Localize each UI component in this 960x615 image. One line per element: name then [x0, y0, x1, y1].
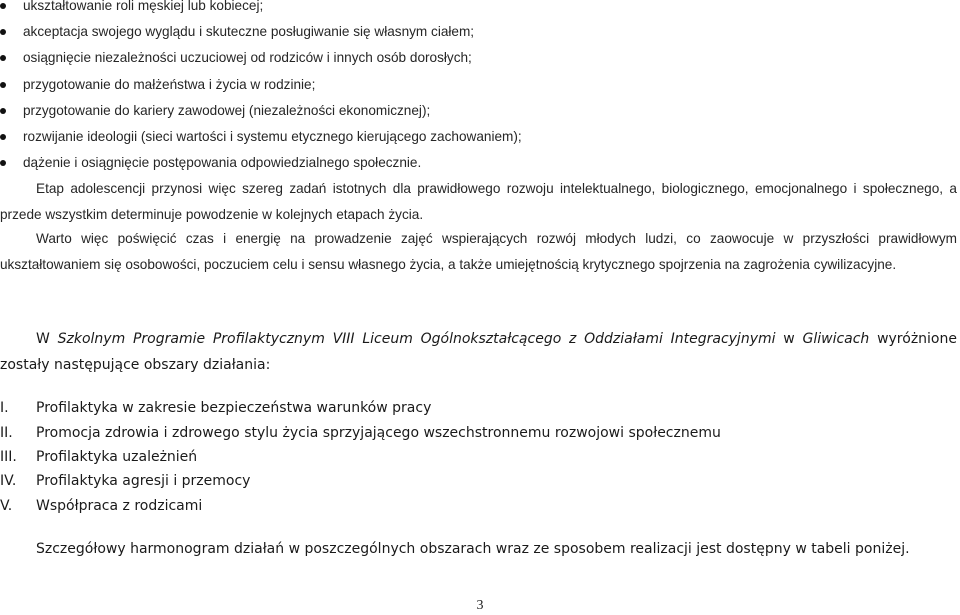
- paragraph-program: [0, 326, 957, 378]
- list-number: I.: [0, 400, 9, 416]
- bullet-text: przygotowanie do małżeństwa i życia w rodzinie;: [23, 77, 316, 92]
- list-text: Współpraca z rodzicami: [36, 498, 203, 514]
- bullet-text: przygotowanie do kariery zawodowej (niezależności ekonomicznej);: [23, 103, 431, 118]
- bullet-text: osiągnięcie niezależności uczuciowej od rodziców i innych osób dorosłych;: [23, 50, 472, 65]
- city-name: Gliwicach: [802, 331, 870, 347]
- program-name: Szkolnym Programie Profilaktycznym VIII Liceum Ogólnokształcącego z Oddziałami Integracyjnymi: [57, 331, 776, 347]
- bullet-dot-icon: [0, 134, 6, 140]
- list-number: V.: [0, 498, 13, 514]
- list-number: IV.: [0, 473, 17, 489]
- paragraph-suffix: wyróżnione zostały następujące obszary działania:: [0, 331, 957, 373]
- list-text: Promocja zdrowia i zdrowego stylu życia sprzyjającego wszechstronnemu rozwojowi społecznemu: [36, 425, 721, 441]
- page-number: 3: [476, 598, 484, 613]
- paragraph-middle: w: [775, 331, 803, 347]
- paragraph-worth: [0, 226, 957, 278]
- paragraph-prefix: W: [36, 331, 58, 347]
- bullet-text: dążenie i osiągnięcie postępowania odpowiedzialnego społecznie.: [23, 155, 422, 170]
- list-text: Profilaktyka uzależnień: [36, 449, 198, 465]
- bullet-dot-icon: [0, 3, 6, 9]
- bullet-dot-icon: [0, 29, 6, 35]
- bullet-dot-icon: [0, 108, 6, 114]
- list-number: II.: [0, 425, 13, 441]
- bullet-dot-icon: [0, 82, 6, 88]
- bullet-text: rozwijanie ideologii (sieci wartości i systemu etycznego kierującego zachowaniem);: [23, 129, 522, 144]
- bullet-dot-icon: [0, 160, 6, 166]
- paragraph-adolescence: [0, 176, 957, 228]
- list-text: Profilaktyka agresji i przemocy: [36, 473, 251, 489]
- closing-sentence: Szczegółowy harmonogram działań w poszczególnych obszarach wraz ze sposobem realizacji jest dostępny w tabeli poniżej.: [36, 541, 910, 557]
- list-text: Profilaktyka w zakresie bezpieczeństwa warunków pracy: [36, 400, 432, 416]
- bullet-dot-icon: [0, 55, 6, 61]
- paragraph-text: Etap adolescencji przynosi więc szereg zadań istotnych dla prawidłowego rozwoju intelektualnego, biologicznego, emocjonalnego i społecznego, a przede wszystkim determinuje powodzenie w kolejnych etapach życia.: [0, 181, 957, 222]
- bullet-text: akceptacja swojego wyglądu i skuteczne posługiwanie się własnym ciałem;: [23, 24, 475, 39]
- paragraph-text: Warto więc poświęcić czas i energię na prowadzenie zajęć wspierających rozwój młodych ludzi, co zaowocuje w przyszłości prawidłowym ukształtowaniem się osobowości, poczuciem celu i sensu własnego życia, a także umiejętnością krytycznego spojrzenia na zagrożenia cywilizacyjne.: [0, 231, 957, 272]
- list-number: III.: [0, 449, 17, 465]
- bullet-text: ukształtowanie roli męskiej lub kobiecej;: [23, 0, 264, 13]
